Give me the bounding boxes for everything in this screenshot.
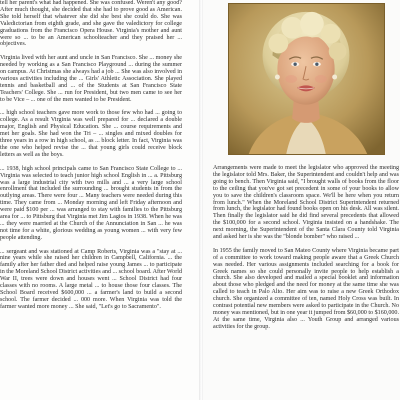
portrait-photo xyxy=(228,3,385,155)
left-paragraph-2: Virginia lived with her aunt and uncle in San Francisco. She ... money she needed by working as a San Francisco Playground ... during the summer on campus. At Christmas she always had a job ... She was also involved in various activities including the ... Girls' Athletic Association. She played tennis and basketball and ... of the Students at San Francisco State Teachers' College. She ... run for President, but two men came to see her to be Vice – ... one of the men wanted to be President. xyxy=(0,55,182,103)
right-paragraph-1: Arrangements were made to meet the legislator who approved the meeting the legislator told Mrs. Baker, the Superintendent and couldn't help and was going to bench. Then Virginia said, "I brought walls of books from the floor to the ceiling that you've got set precedent in some of your books to allow you to save the children's classroom space. We'll be here when you return from lunch." When the Moreland School District Superintendent returned from lunch, the legislator had found books open on his desk. All was silent. Then finally the legislator said he did find several precedents that allowed the $100,000 for a second school. Virginia insisted on a handshake. The next morning, the Superintendent of the Santa Clara County told Virginia and asked her is she was the "blonde bomber" who raised ... xyxy=(213,165,399,241)
portrait-photo-image xyxy=(229,4,384,154)
right-page-text xyxy=(213,165,399,338)
left-paragraph-4: ... 1938, high school principals came to San Francisco State College to ... Virginia was selected to teach junior high school English in ... a. Pittsburg was a large industrial city with two mills and ... a very large school enrollment that included the surrounding ... brought students in from the outlying areas. There were four ... Many teachers were needed during this time. They came from ... Monday morning and left Friday afternoon and were paid $100 per ... was arranged to stay with families to the Pittsburg area for ... to Pittsburg that Virginia met Jim Lagios in 1938. When he was ... they were married at the Church of the Annunciation in San ... he was not time for a white, glorious wedding as young women ... with very few people attending. xyxy=(0,165,182,241)
left-paragraph-1: tell her parent's what had happened. She was confused. Weren't any good? After much thought, she decided that she had to prove good as American. She told herself that whatever she did she best she could do. She was Valedictorian from eighth grade, and she gave the valedictory for college graduations from the Francisco Opera House. Virginia's mother and aunt were so ... to be an American schoolteacher and they praised her ... objectives. xyxy=(0,0,182,48)
left-paragraph-3: ... high school teachers gave more work to those few who had ... going to college. As a result Virginia was well prepared for ... declared a double major, English and Physical Education. She ... course requirements and met her goals. She had won the Tri – ... singles and mixed doubles for three years in a row in high school, as ... block letter. In fact, Virginia was the one who helped revise the ... that young girls could receive block letters as well as the boys. xyxy=(0,110,182,158)
left-paragraph-5: ... sergeant and was stationed at Camp Roberts, Virginia was a "stay at ... nine years while she raised her children in Campbell, California. ... the family after her father died and helped raise young James ... to participate in the Moreland School District activities and ... school board. After World War II, trees were down and houses went ... School District had four classes with no rooms. A large metal ... to house those four classes. The School Board received $600,000 ... a farmer's land to build a second school. The farmer decided ... 000 more. When Virginia was told the farmer wanted more money ... She said, "Let's go to Sacramento". xyxy=(0,248,183,310)
right-paragraph-2: In 1955 the family moved to San Mateo County where Virginia became part of a committee to work toward making people aware that a Greek Church was needed. Her various assignments included searching for a book for Greek names so she could personally invite people to help establish a church. She also developed and mailed a special booklet and information about those who pledged and the need for money at the same time she was called to teach in Palo Alto. Her aim was to raise a new Greek Orthodox church. She organized a committee of ten, named Holy Cross was built. In contrast potential new members were asked to participate in the Church. No money was mentioned, but in one year it jumped from $60,000 to $160,000. At the same time, Virginia also ... Youth Group and arranged various activities for the group. xyxy=(213,247,399,330)
left-page-text xyxy=(0,0,182,318)
